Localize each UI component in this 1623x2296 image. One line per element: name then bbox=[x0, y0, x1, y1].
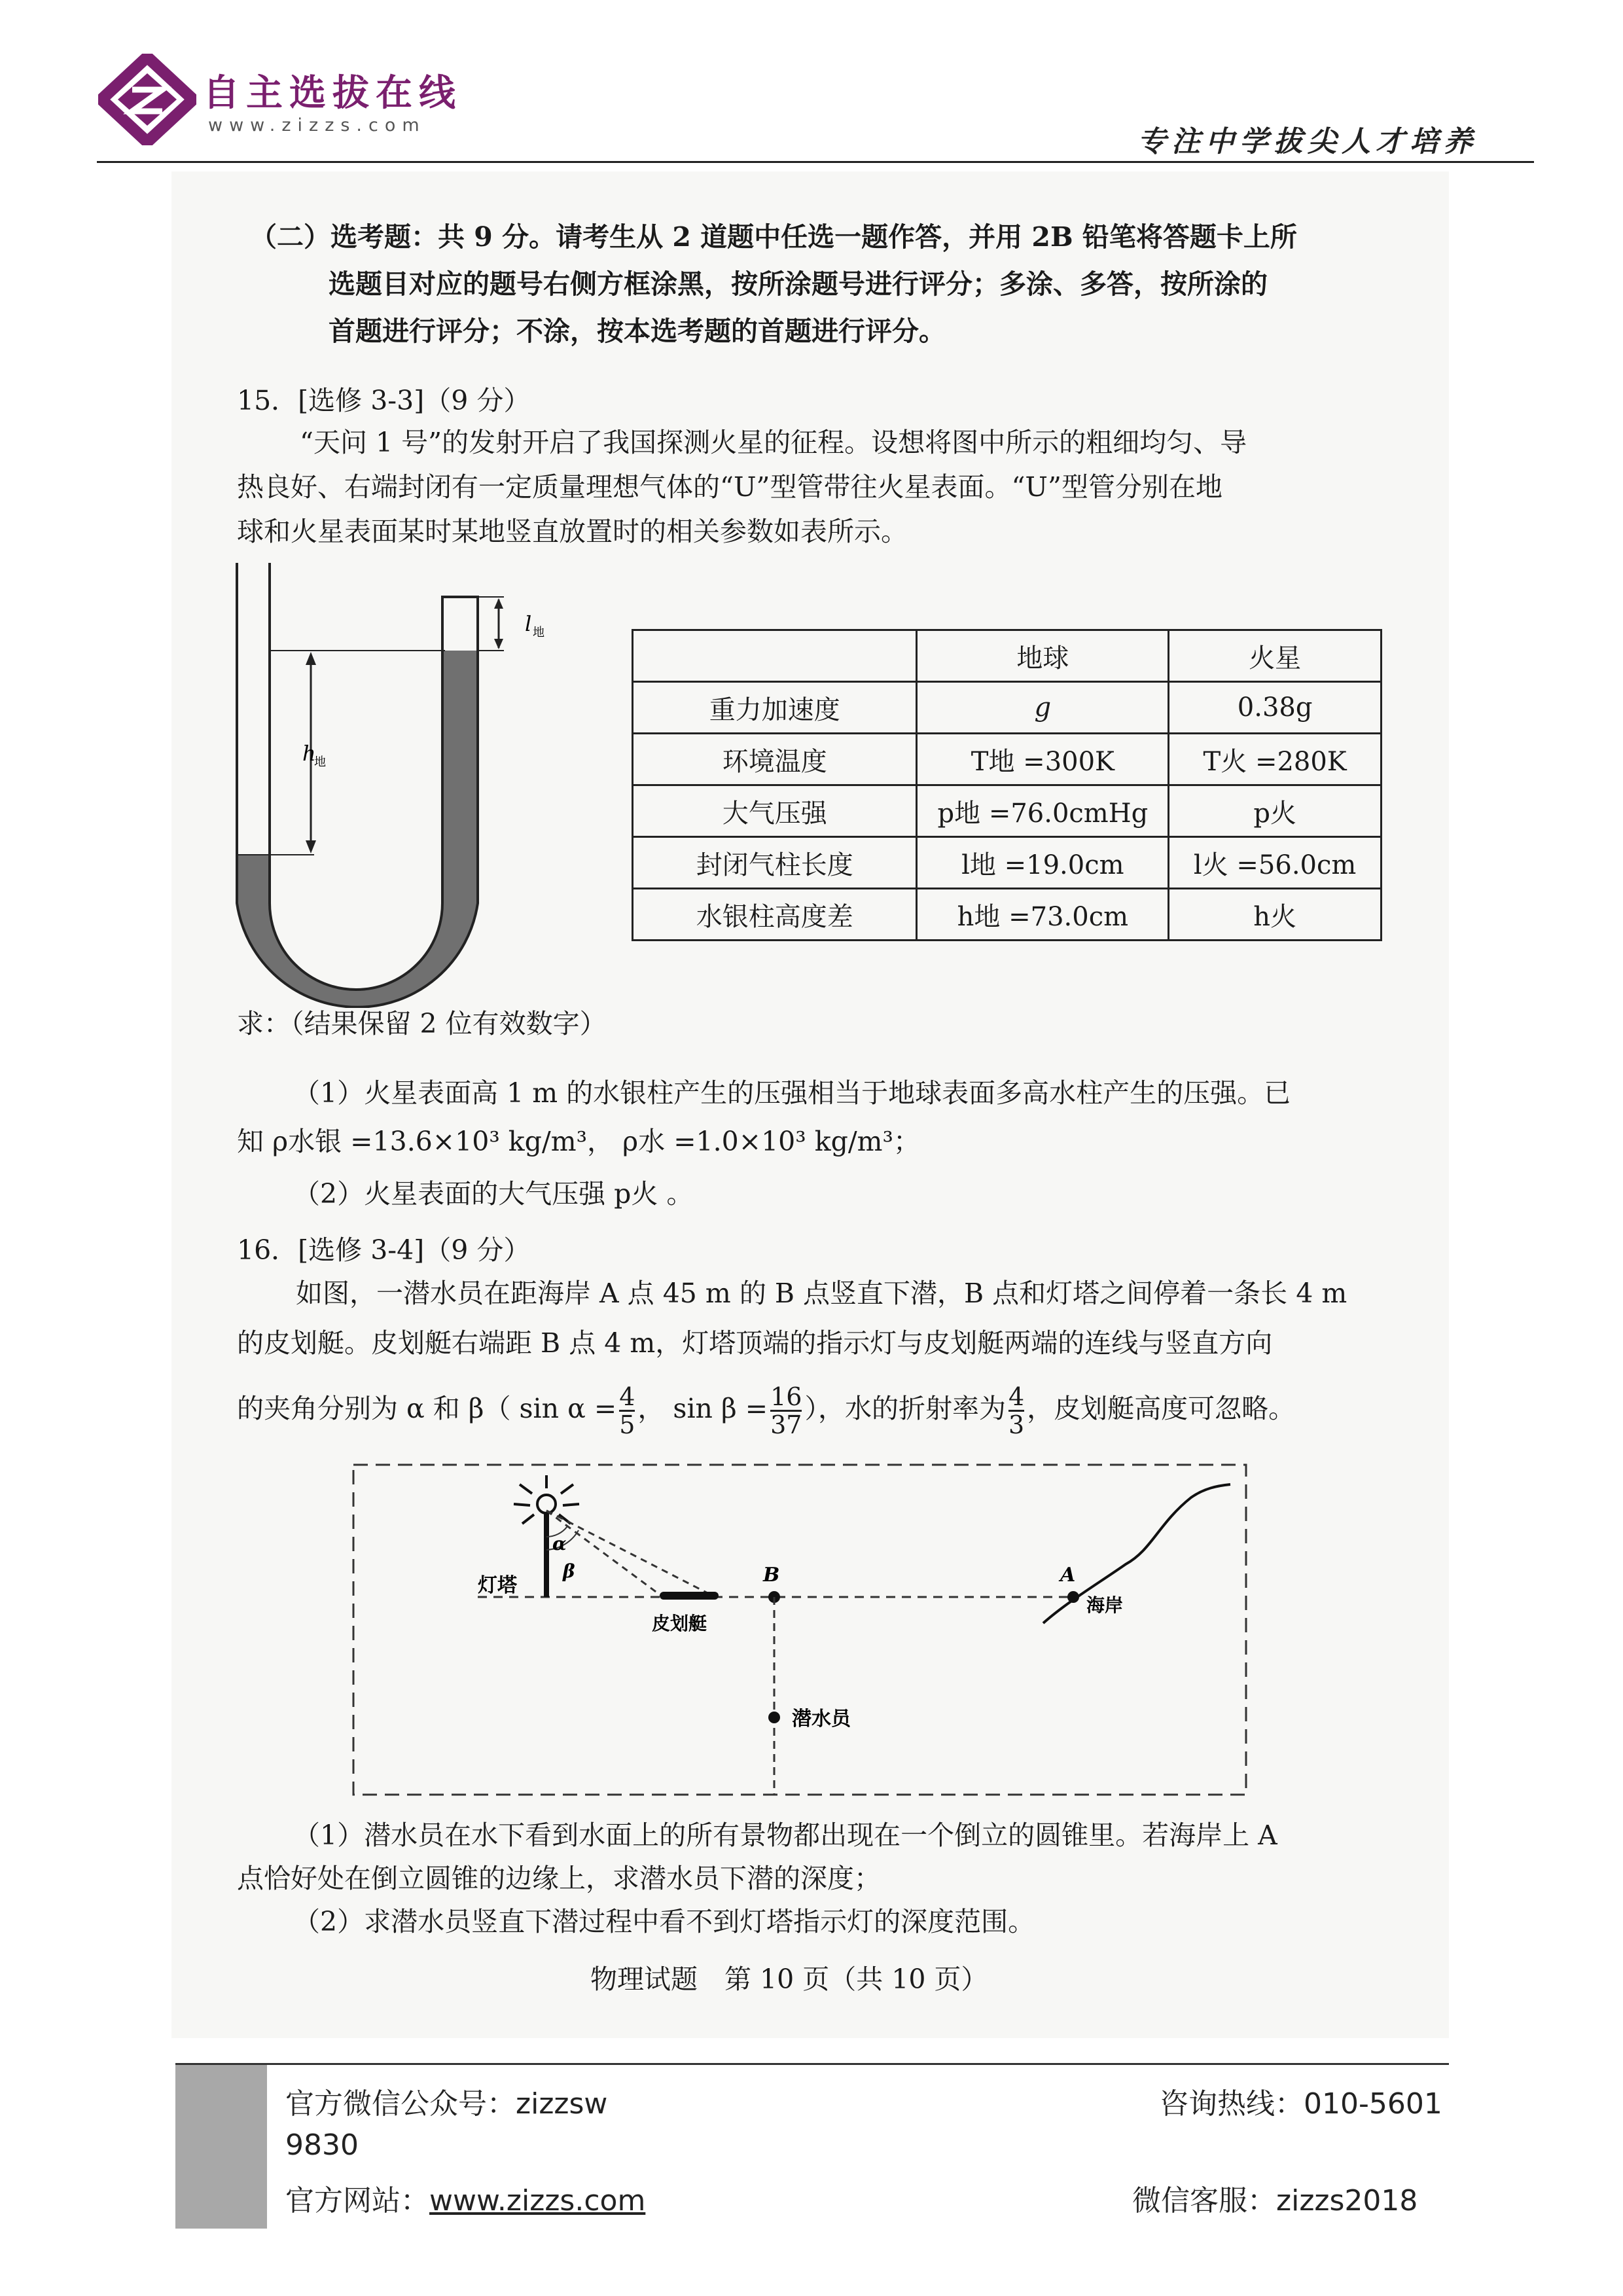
website bbox=[285, 2177, 645, 2219]
diver-label: 潜水员 bbox=[792, 1708, 851, 1731]
lamp-icon bbox=[537, 1495, 556, 1513]
hotline: 咨询热线：010-5601 bbox=[1160, 2087, 1442, 2121]
tower-label: 灯塔 bbox=[478, 1574, 517, 1597]
brand-url[interactable]: www.zizzs.com bbox=[208, 115, 426, 135]
table-cell: h地 =73.0cm bbox=[917, 889, 1169, 941]
fraction-sin-alpha: $\frac{4}{5}$ bbox=[619, 1382, 635, 1439]
figure-border bbox=[353, 1465, 1246, 1795]
table-header-cell: 地球 bbox=[917, 630, 1169, 682]
l-label: l bbox=[525, 611, 532, 636]
diver-point bbox=[768, 1712, 780, 1723]
coast-label: 海岸 bbox=[1086, 1594, 1124, 1616]
alpha-label: α bbox=[552, 1533, 567, 1554]
table-cell: T地 =300K bbox=[917, 734, 1169, 785]
table-header-cell: 火星 bbox=[1169, 630, 1382, 682]
table-cell: g bbox=[917, 682, 1169, 734]
fraction-sin-beta: $\frac{16}{37}$ bbox=[770, 1382, 802, 1439]
b-label: B bbox=[763, 1564, 780, 1587]
q15-line-3: 球和火星表面某时某地竖直放置时的相关参数如表所示。 bbox=[237, 516, 908, 547]
table-cell: T火 =280K bbox=[1169, 734, 1382, 785]
section-line-2: 选题目对应的题号右侧方框涂黑，按所涂题号进行评分；多涂、多答，按所涂的 bbox=[329, 268, 1268, 300]
q16-part2: （2）求潜水员竖直下潜过程中看不到灯塔指示灯的深度范围。 bbox=[293, 1906, 1035, 1937]
q15-part2: （2）火星表面的大气压强 p火 。 bbox=[293, 1178, 694, 1210]
brand-logo-icon bbox=[98, 54, 196, 145]
q15-title: 15．[选修 3-3]（9 分） bbox=[237, 385, 531, 416]
footer-gray-block bbox=[175, 2065, 267, 2229]
svg-text:地: 地 bbox=[533, 626, 544, 639]
q16-part1-line-2: 点恰好处在倒立圆锥的边缘上，求潜水员下潜的深度； bbox=[237, 1863, 881, 1894]
a-label: A bbox=[1060, 1564, 1076, 1587]
header-slogan: 专注中学拔尖人才培养 bbox=[1137, 125, 1478, 158]
wechat-service: 微信客服：zizzs2018 bbox=[1132, 2184, 1418, 2217]
q15-requirement: 求：（结果保留 2 位有效数字） bbox=[237, 1008, 607, 1039]
table-cell: l地 =19.0cm bbox=[917, 837, 1169, 889]
beta-label: β bbox=[563, 1560, 575, 1582]
table-cell: 大气压强 bbox=[633, 785, 917, 837]
q15-part1-line-2: 知 ρ水银 =13.6×10³ kg/m³， ρ水 =1.0×10³ kg/m³； bbox=[237, 1126, 920, 1157]
q16-part1-line-1: （1）潜水员在水下看到水面上的所有景物都出现在一个倒立的圆锥里。若海岸上 A bbox=[293, 1820, 1277, 1851]
wechat-account: 官方微信公众号：zizzsw bbox=[285, 2087, 608, 2121]
brand-name: 自主选拔在线 bbox=[203, 72, 462, 115]
diver-figure bbox=[347, 1452, 1257, 1805]
table-cell: h火 bbox=[1169, 889, 1382, 941]
table-cell: 封闭气柱长度 bbox=[633, 837, 917, 889]
table-row bbox=[633, 682, 1382, 734]
table-cell: 水银柱高度差 bbox=[633, 889, 917, 941]
q16-title: 16．[选修 3-4]（9 分） bbox=[237, 1234, 531, 1266]
table-header-row bbox=[633, 630, 1382, 682]
table-cell: 重力加速度 bbox=[633, 682, 917, 734]
table-header-cell bbox=[633, 630, 917, 682]
u-tube-figure bbox=[229, 563, 556, 1008]
fraction-refractive-index: $\frac{4}{3}$ bbox=[1008, 1382, 1025, 1439]
parameter-table bbox=[632, 629, 1382, 941]
header-divider bbox=[97, 161, 1534, 163]
section-line-3: 首题进行评分；不涂，按本选考题的首题进行评分。 bbox=[329, 315, 946, 347]
table-cell: 0.38g bbox=[1169, 682, 1382, 734]
svg-text:地: 地 bbox=[314, 755, 326, 769]
website-link[interactable]: www.zizzs.com bbox=[429, 2184, 646, 2217]
q15-line-1: “天问 1 号”的发射开启了我国探测火星的征程。设想将图中所示的粗细均匀、导 bbox=[300, 427, 1247, 458]
table-row bbox=[633, 889, 1382, 941]
table-cell: p地 =76.0cmHg bbox=[917, 785, 1169, 837]
table-cell: 环境温度 bbox=[633, 734, 917, 785]
table-row bbox=[633, 785, 1382, 837]
page-footer: 物理试题 第 10 页（共 10 页） bbox=[590, 1964, 988, 1995]
table-row bbox=[633, 734, 1382, 785]
table-cell: l火 =56.0cm bbox=[1169, 837, 1382, 889]
kayak bbox=[660, 1592, 719, 1600]
q16-line-3: 的夹角分别为 α 和 β（ sin α = $\frac{4}{5}$ ， sin β = $\frac{16}{37}$ ），水的折射率为 $\frac{4}{3}$ ，皮划艇高度可忽略。 bbox=[237, 1382, 1296, 1439]
footer-divider bbox=[175, 2063, 1449, 2065]
q16-line-2: 的皮划艇。皮划艇右端距 B 点 4 m，灯塔顶端的指示灯与皮划艇两端的连线与竖直方向 bbox=[237, 1327, 1273, 1359]
point-a bbox=[1067, 1591, 1079, 1603]
table-cell: p火 bbox=[1169, 785, 1382, 837]
q15-line-2: 热良好、右端封闭有一定质量理想气体的“U”型管带往火星表面。“U”型管分别在地 bbox=[237, 471, 1222, 503]
table-row bbox=[633, 837, 1382, 889]
section-line-1: （二）选考题：共 9 分。请考生从 2 道题中任选一题作答，并用 2B 铅笔将答题卡上所 bbox=[250, 221, 1297, 253]
website-label: 官方网站： bbox=[285, 2184, 429, 2217]
kayak-label: 皮划艇 bbox=[652, 1613, 707, 1634]
h-label: h bbox=[302, 741, 316, 766]
q15-part1-line-1: （1）火星表面高 1 m 的水银柱产生的压强相当于地球表面多高水柱产生的压强。已 bbox=[293, 1077, 1291, 1109]
q16-line-1: 如图，一潜水员在距海岸 A 点 45 m 的 B 点竖直下潜，B 点和灯塔之间停着一条长 4 m bbox=[296, 1278, 1347, 1309]
hotline-continued: 9830 bbox=[285, 2128, 359, 2162]
